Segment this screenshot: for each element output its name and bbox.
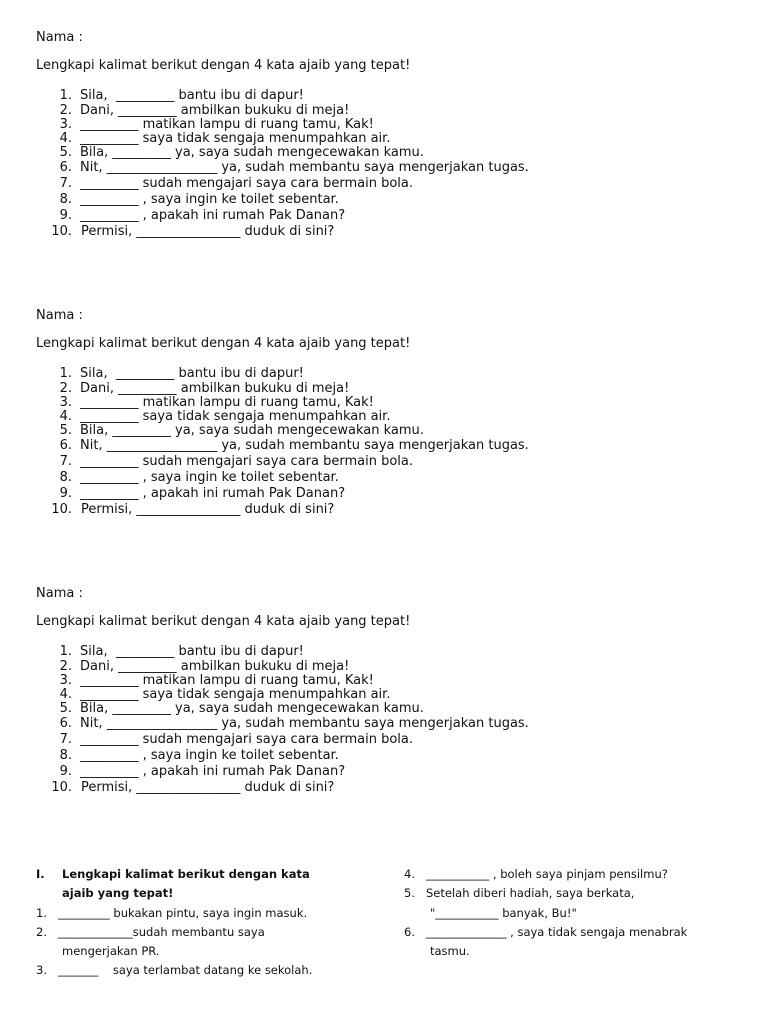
list-item: 5. Bila, _________ ya, saya sudah mengecewakan kamu. [59, 701, 424, 716]
list-item: 5. Bila, _________ ya, saya sudah mengecewakan kamu. [59, 423, 424, 438]
list-item: 4. _________ saya tidak sengaja menumpahkan air. [59, 687, 391, 702]
list-item: 1. Sila, _________ bantu ibu di dapur! [59, 644, 304, 659]
instruction: Lengkapi kalimat berikut dengan 4 kata ajaib yang tepat! [36, 58, 411, 73]
item-text-cont: mengerjakan PR. [62, 944, 160, 958]
list-item: 8. _________ , saya ingin ke toilet sebentar. [59, 470, 339, 485]
list-item: 4. _________ saya tidak sengaja menumpahkan air. [59, 409, 391, 424]
item-text: ______________ , saya tidak sengaja menabrak [426, 925, 688, 939]
list-item: 2. Dani, _________ ambilkan bukuku di meja! [59, 103, 350, 118]
item-number: 2. [36, 925, 47, 939]
item-text: Setelah diberi hadiah, saya berkata, [426, 886, 635, 900]
list-item: 5. Bila, _________ ya, saya sudah mengecewakan kamu. [59, 145, 424, 160]
list-item: 10. Permisi, ________________ duduk di sini? [51, 780, 335, 795]
section-heading-cont: ajaib yang tepat! [62, 886, 174, 900]
section-heading: Lengkapi kalimat berikut dengan kata [62, 867, 310, 881]
name-label: Nama : [36, 308, 83, 323]
list-item: 8. _________ , saya ingin ke toilet sebentar. [59, 748, 339, 763]
item-text: ___________ , boleh saya pinjam pensilmu? [426, 867, 668, 881]
list-item: 7. _________ sudah mengajari saya cara bermain bola. [59, 176, 414, 191]
instruction: Lengkapi kalimat berikut dengan 4 kata ajaib yang tepat! [36, 336, 411, 351]
name-label: Nama : [36, 586, 83, 601]
instruction: Lengkapi kalimat berikut dengan 4 kata ajaib yang tepat! [36, 614, 411, 629]
item-text-cont: "___________ banyak, Bu!" [430, 906, 577, 920]
list-item: 10. Permisi, ________________ duduk di sini? [51, 502, 335, 517]
bottom-section [0, 865, 768, 1005]
item-text: _____________sudah membantu saya [58, 925, 265, 939]
list-item: 3. _________ matikan lampu di ruang tamu, Kak! [59, 395, 374, 410]
list-item: 2. Dani, _________ ambilkan bukuku di meja! [59, 381, 350, 396]
list-item: 3. _________ matikan lampu di ruang tamu, Kak! [59, 117, 374, 132]
item-number: 6. [404, 925, 415, 939]
item-number: 1. [36, 906, 47, 920]
item-text: _______ saya terlambat datang ke sekolah. [58, 963, 313, 977]
item-text: _________ bukakan pintu, saya ingin masuk. [58, 906, 308, 920]
list-item: 8. _________ , saya ingin ke toilet sebentar. [59, 192, 339, 207]
list-item: 2. Dani, _________ ambilkan bukuku di meja! [59, 659, 350, 674]
item-number: 5. [404, 886, 415, 900]
list-item: 1. Sila, _________ bantu ibu di dapur! [59, 88, 304, 103]
list-item: 7. _________ sudah mengajari saya cara bermain bola. [59, 454, 414, 469]
list-item: 1. Sila, _________ bantu ibu di dapur! [59, 366, 304, 381]
item-number: 3. [36, 963, 47, 977]
list-item: 6. Nit, _________________ ya, sudah membantu saya mengerjakan tugas. [59, 716, 529, 731]
list-item: 10. Permisi, ________________ duduk di sini? [51, 224, 335, 239]
name-label: Nama : [36, 30, 83, 45]
list-item: 3. _________ matikan lampu di ruang tamu, Kak! [59, 673, 374, 688]
item-text-cont: tasmu. [430, 944, 470, 958]
list-item: 9. _________ , apakah ini rumah Pak Danan? [59, 208, 346, 223]
list-item: 6. Nit, _________________ ya, sudah membantu saya mengerjakan tugas. [59, 160, 529, 175]
list-item: 9. _________ , apakah ini rumah Pak Danan? [59, 764, 346, 779]
section-number: I. [36, 867, 45, 881]
item-number: 4. [404, 867, 415, 881]
list-item: 4. _________ saya tidak sengaja menumpahkan air. [59, 131, 391, 146]
list-item: 6. Nit, _________________ ya, sudah membantu saya mengerjakan tugas. [59, 438, 529, 453]
list-item: 9. _________ , apakah ini rumah Pak Danan? [59, 486, 346, 501]
list-item: 7. _________ sudah mengajari saya cara bermain bola. [59, 732, 414, 747]
